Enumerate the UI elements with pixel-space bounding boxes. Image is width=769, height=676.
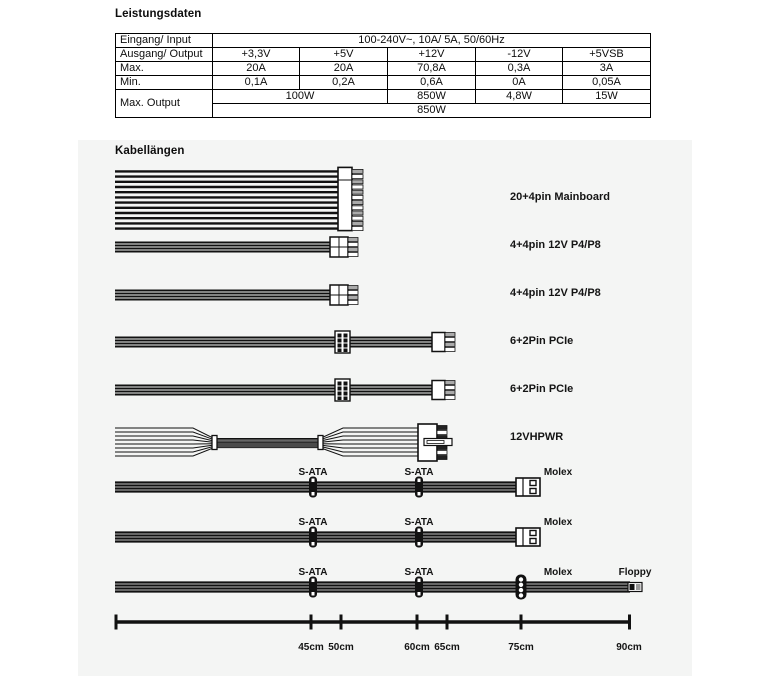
input-value: 100-240V~, 10A/ 5A, 50/60Hz bbox=[213, 34, 651, 48]
max-output-5vsb: 15W bbox=[563, 90, 651, 104]
sata-connector-icon bbox=[309, 477, 317, 498]
col-5v: +5V bbox=[300, 48, 388, 62]
molex-connector-icon bbox=[516, 528, 540, 546]
cable-label-12vhpwr: 12VHPWR bbox=[510, 431, 564, 443]
cable-label-p4p8-2: 4+4pin 12V P4/P8 bbox=[510, 287, 601, 299]
eps-4plus4-connector-icon bbox=[330, 237, 358, 257]
sata-connector-icon bbox=[415, 477, 423, 498]
molex-label: Molex bbox=[543, 567, 573, 578]
cable-label-pcie-2: 6+2Pin PCIe bbox=[510, 383, 574, 395]
sata-connector-icon bbox=[415, 577, 423, 598]
min-label: Min. bbox=[116, 76, 213, 90]
eps-4plus4-connector-icon bbox=[330, 285, 358, 305]
floppy-label: Floppy bbox=[618, 567, 652, 578]
col-5vsb: +5VSB bbox=[563, 48, 651, 62]
max-label: Max. bbox=[116, 62, 213, 76]
cable-p4p8-1 bbox=[115, 237, 601, 257]
cable-pcie-1 bbox=[115, 331, 573, 353]
cable-sata-1 bbox=[115, 467, 573, 498]
sata-label: S-ATA bbox=[404, 517, 434, 528]
ruler-tick-65cm: 65cm bbox=[434, 642, 460, 653]
length-ruler bbox=[115, 615, 642, 654]
cable-sata-2 bbox=[115, 517, 573, 548]
ruler-tick-50cm: 50cm bbox=[328, 642, 354, 653]
sata-label: S-ATA bbox=[298, 567, 328, 578]
ruler-tick-60cm: 60cm bbox=[404, 642, 430, 653]
max-5v: 20A bbox=[300, 62, 388, 76]
molex-connector-icon bbox=[516, 478, 540, 496]
max-output-neg12v: 4,8W bbox=[476, 90, 563, 104]
min-5vsb: 0,05A bbox=[563, 76, 651, 90]
molex-passthrough-connector-icon bbox=[516, 575, 527, 600]
cable-label-pcie-1: 6+2Pin PCIe bbox=[510, 335, 574, 347]
sata-label: S-ATA bbox=[298, 517, 328, 528]
sata-label: S-ATA bbox=[298, 467, 328, 478]
max-output-3v3-5v: 100W bbox=[213, 90, 388, 104]
cable-label-mainboard: 20+4pin Mainboard bbox=[510, 191, 610, 203]
ruler-tick-45cm: 45cm bbox=[298, 642, 324, 653]
max-5vsb: 3A bbox=[563, 62, 651, 76]
cable-tie-icon bbox=[318, 436, 323, 450]
atx-24pin-connector-icon bbox=[338, 167, 363, 230]
max-output-total: 850W bbox=[213, 104, 651, 118]
molex-label: Molex bbox=[543, 517, 573, 528]
sata-label: S-ATA bbox=[404, 567, 434, 578]
max-output-12v: 850W bbox=[388, 90, 476, 104]
max-12v: 70,8A bbox=[388, 62, 476, 76]
input-label: Eingang/ Input bbox=[116, 34, 213, 48]
cable-sata-3 bbox=[115, 567, 652, 600]
output-label: Ausgang/ Output bbox=[116, 48, 213, 62]
min-neg12v: 0A bbox=[476, 76, 563, 90]
ruler-tick-90cm: 90cm bbox=[616, 642, 642, 653]
section-title-cables: Kabellängen bbox=[115, 145, 185, 157]
max-neg12v: 0,3A bbox=[476, 62, 563, 76]
pcie-mid-connector-icon bbox=[335, 379, 350, 401]
hpwr-connector-icon bbox=[418, 424, 452, 461]
cable-mainboard bbox=[115, 167, 610, 230]
cable-12vhpwr bbox=[115, 424, 563, 461]
sata-label: S-ATA bbox=[404, 467, 434, 478]
ruler-tick-75cm: 75cm bbox=[508, 642, 534, 653]
min-5v: 0,2A bbox=[300, 76, 388, 90]
min-12v: 0,6A bbox=[388, 76, 476, 90]
molex-label: Molex bbox=[543, 467, 573, 478]
cable-label-p4p8-1: 4+4pin 12V P4/P8 bbox=[510, 239, 601, 251]
section-title-performance: Leistungsdaten bbox=[115, 8, 202, 20]
floppy-connector-icon bbox=[628, 583, 642, 592]
sata-connector-icon bbox=[415, 527, 423, 548]
cable-pcie-2 bbox=[115, 379, 573, 401]
max-output-label: Max. Output bbox=[116, 90, 213, 118]
sata-connector-icon bbox=[309, 577, 317, 598]
max-3v3: 20A bbox=[213, 62, 300, 76]
col-12v: +12V bbox=[388, 48, 476, 62]
col-3v3: +3,3V bbox=[213, 48, 300, 62]
pcie-end-connector-icon bbox=[432, 333, 455, 352]
col-neg12v: -12V bbox=[476, 48, 563, 62]
min-3v3: 0,1A bbox=[213, 76, 300, 90]
cable-p4p8-2 bbox=[115, 285, 601, 305]
cable-tie-icon bbox=[212, 436, 217, 450]
pcie-mid-connector-icon bbox=[335, 331, 350, 353]
sata-connector-icon bbox=[309, 527, 317, 548]
pcie-end-connector-icon bbox=[432, 381, 455, 400]
